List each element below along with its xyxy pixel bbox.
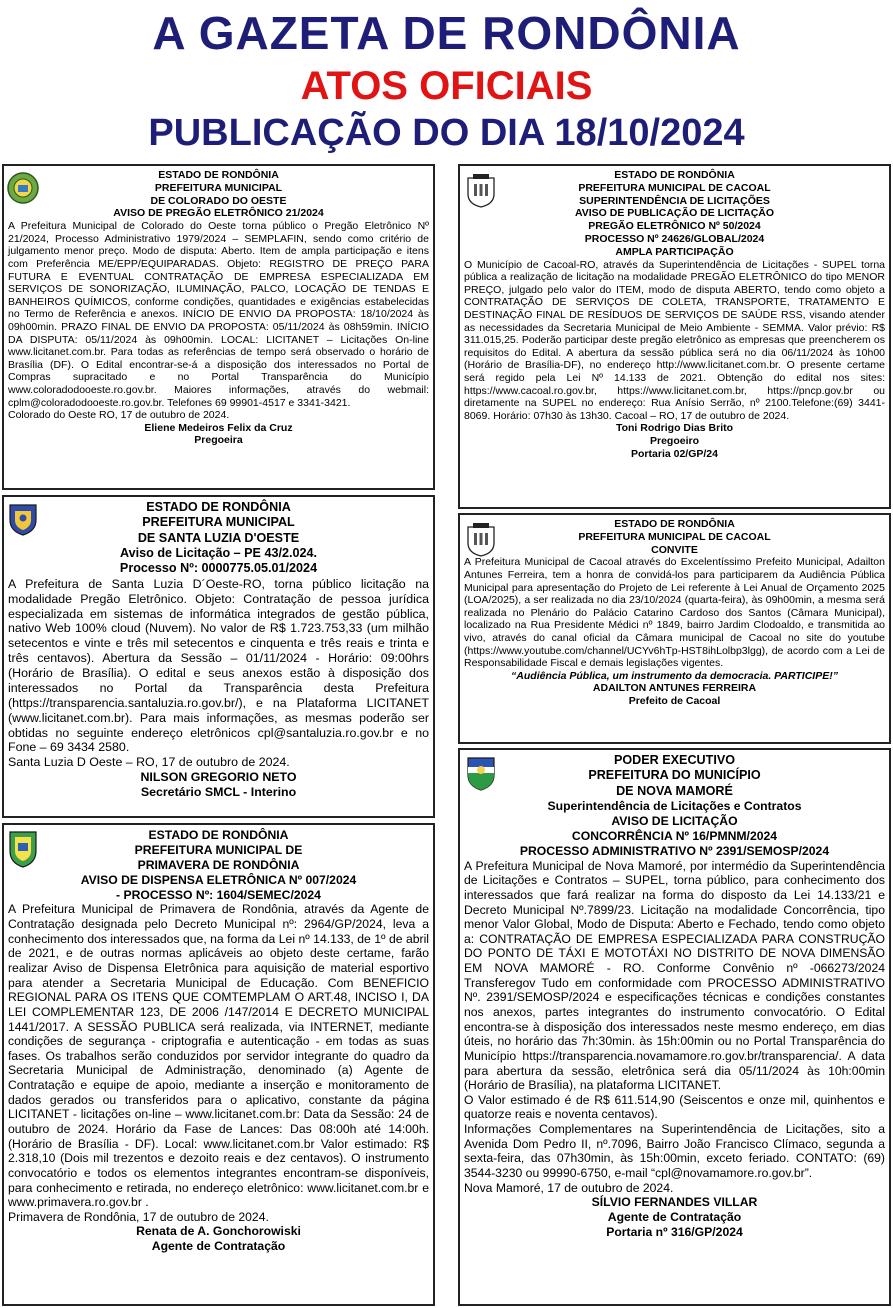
signer-ordinance: Portaria 02/GP/24 (631, 447, 718, 460)
notice-cacoal-convite (458, 513, 891, 744)
notice-nova-mamore (458, 748, 891, 1306)
signer-name: SÍLVIO FERNANDES VILLAR (591, 1195, 758, 1210)
signer-name: Eliene Medeiros Felix da Cruz (144, 421, 293, 434)
notice-heading: ESTADO DE RONDÔNIA PREFEITURA MUNICIPAL DE SANTA LUZIA D'OESTE Aviso de Licitação – PE 43/2.024. Processo Nº: 0000775.05.01/2024 (119, 500, 318, 576)
signer-role: Agente de Contratação (607, 1210, 742, 1225)
signer-role: Prefeito de Cacoal (628, 694, 721, 707)
notice-primavera-de-rondonia (2, 823, 435, 1306)
signer-role: Pregoeiro (649, 435, 699, 448)
masthead (0, 0, 893, 160)
signer-name: Renata de A. Gonchorowiski (136, 1224, 301, 1239)
signer-name: NILSON GREGORIO NETO (140, 770, 297, 785)
notice-estimated-value: O Valor estimado é de R$ 611.514,90 (Seiscentos e onze mil, quinhentos e quatorze reais e noventa centavos). (464, 1092, 885, 1122)
notice-body: A Prefeitura Municipal de Nova Mamoré, por intermédio da Superintendência de Licitações e Contratos – SUPEL, torna público, para conhecimento dos interessados que fará realizar na forma do disposto da Lei 14.133/21 e Decreto Municipal Nº.7899/23. Licitação na modalidade Concorrência, tipo menor Valor Global, Modo de Disputa: Aberto e Fechado, tendo como objeto a: CONTRATAÇÃO DE EMPRESA ESPECIALIZADA PARA CONSTRUÇÃO DO PONTO DE TÁXI E MOTOTÁXI NO DISTRITO DE NOVA DIMENSÃO EM NOVA MAMORÉ - RO. Conforme Convênio nº -066273/2024 Transferegov Tudo em conformidade com PROCESSO ADMINISTRATIVO Nº. 2391/SEMOSP/2024 e especificações técnicas e condições constantes nos anexos, partes integrantes do instrumento convocatório. O Edital encontra-se à disposição dos interessados neste mesmo endereço, em dias úteis, no horário das 7h:30min. às 15h:00min ou no Portal Transparência do Município https://transparencia.novamamore.ro.gov.br/transparencia/. A data para abertura da sessão, eletrônica será dia 05/11/2024 às 10h:00min (Horário de Brasília), na plataforma LICITANET. (464, 858, 885, 1093)
notice-heading: ESTADO DE RONDÔNIA PREFEITURA MUNICIPAL DE CACOAL SUPERINTENDÊNCIA DE LICITAÇÕES AVISO DE PUBLICAÇÃO DE LICITAÇÃO PREGÃO ELETRÔNICO Nº 50/2024 PROCESSO Nº 24626/GLOBAL/2024 AMPLA PARTICIPAÇÃO (574, 169, 775, 258)
signer-role: Pregoeira (194, 434, 243, 447)
notice-slogan: “Audiência Pública, um instrumento da democracia. PARTICIPE!” (511, 669, 838, 682)
signer-name: Toni Rodrigo Dias Brito (615, 422, 734, 435)
publication-date: PUBLICAÇÃO DO DIA 18/10/2024 (148, 112, 745, 154)
notice-santa-luzia (2, 495, 435, 818)
city-hall-icon (465, 521, 497, 557)
newspaper-title: A GAZETA DE RONDÔNIA (152, 7, 741, 59)
city-hall-icon (465, 172, 497, 208)
crest-icon (7, 829, 39, 869)
signer-role: Agente de Contratação (151, 1239, 286, 1254)
signer-ordinance: Portaria nº 316/GP/2024 (606, 1225, 743, 1240)
notice-body: A Prefeitura Municipal de Cacoal através do Excelentíssimo Prefeito Municipal, Adailton Antunes Ferreira, tem a honra de convidá-los para participarem da Audiência Pública Municipal para apresentação do Projeto de Lei referente à Lei Anual de Orçamento 2025 (LOA/2025), a ser realizada no dia 23/10/2024 (quarta-feira), às 09h00min, a mesma será realizada no Plenário do Palácio Catarino Cardoso dos Santos (Câmara Municipal), localizado na Rua Presidente Médici nº 1849, bairro Jardim Clodoaldo, e transmitida ao vivo, através do canal oficial da Câmara municipal de Cacoal no site do youtube (https://www.youtube.com/channel/UCYv6hTp-HST8ihLolbp3lgg), de acordo com a Lei de Responsabilidade Fiscal e demais legislações vigentes. (464, 556, 885, 670)
notice-body: A Prefeitura de Santa Luzia D´Oeste-RO, torna público licitação na modalidade Pregão Eletrônico. Objeto: Contratação de pessoa jurídica especializada em sistemas de informática integrados de gestão pública, nativo Web 100% cloud (Nuvem). No valor de R$ 1.723.753,33 (um milhão setecentos e vinte e três mil setecentos e cinquenta e três reais e trinta e três centavos). Abertura da Sessão – 01/11/2024 - Horário: 09:00hrs (Horário de Brasília). O edital e seus anexos estão à disposição dos interessados no Portal da Transparência desta Prefeitura (https://transparencia.santaluzia.ro.gov.br/), e na Plataforma LICITANET (www.licitanet.com.br). Para mais informações, as mesmas poderão ser obtidas no seguinte endereço eletrônicos cpl@santaluzia.ro.gov.br e no Fone – 69 3434 2580. (8, 576, 429, 755)
notice-place-date: Santa Luzia D Oeste – RO, 17 de outubro de 2024. (8, 755, 290, 770)
shield-icon (7, 502, 39, 536)
notice-subheading: Superintendência de Licitações e Contratos AVISO DE LICITAÇÃO CONCORRÊNCIA Nº 16/PMNM/2024 PROCESSO ADMINISTRATIVO Nº 2391/SEMOSP/2024 (519, 799, 830, 858)
signer-name: ADAILTON ANTUNES FERREIRA (592, 681, 757, 694)
notice-heading: ESTADO DE RONDÔNIA PREFEITURA MUNICIPAL DE CACOAL CONVITE (578, 518, 771, 556)
notice-contact-info: Informações Complementares na Superintendência de Licitações, sito a Avenida Dom Pedro II, nº.7096, Bairro João Francisco Clímaco, segunda a sexta-feira, das 07h30min, às 15h:00min, exceto feriado. CONTATO: (69) 3544-3230 ou 99990-6750, e-mail “cpl@novamamore.ro.gov.br”. (464, 1122, 885, 1181)
notice-place-date: Nova Mamoré, 17 de outubro de 2024. (464, 1180, 674, 1195)
notice-colorado-do-oeste (2, 164, 435, 490)
notice-body: O Município de Cacoal-RO, através da Superintendência de Licitações - SUPEL torna pública a realização de licitação na modalidade PREGÃO ELETRÔNICO do tipo MENOR PREÇO, julgado pelo valor do ITEM, modo de disputa ABERTO, tendo como objeto a CONTRATAÇÃO DE SERVIÇOS DE COLETA, TRANSPORTE, TRATAMENTO E DESTINAÇÃO FINAL DE RESÍDUOS DE SERVIÇOS DE SAÚDE RSS, visando atender as necessidades da Secretaria Municipal de Meio Ambiente - SEMMA. Valor prévio: R$ 311.015,25. Poderão participar deste pregão eletrônico as empresas que preencherem os requisitos do Edital. A abertura da sessão pública será no dia 06/11/2024 às 10h00 (Horário de Brasília-DF), no endereço http://www.licitanet.com.br. O presente certame será regido pela Lei Nº 14.133 de 2021. Obtenção do edital nos sites: https://www.cacoal.ro.gov.br, https://www.licitanet.com.br, https://pncp.gov.br ou diretamente na SUPEL no endereço: Rua Anísio Serrão, nº 2100.Telefone:(69) 3441-8069. Horário: 07h30 às 13h30. Cacoal – RO, 17 de outubro de 2024. (464, 258, 885, 422)
flag-crest-icon (465, 755, 497, 791)
notice-heading: ESTADO DE RONDÔNIA PREFEITURA MUNICIPAL DE COLORADO DO OESTE AVISO DE PREGÃO ELETRÔNICO 21/2024 (113, 169, 324, 220)
coat-of-arms-icon (7, 171, 39, 205)
notice-cacoal-licitacao (458, 164, 891, 509)
section-title: ATOS OFICIAIS (300, 64, 593, 108)
signer-role: Secretário SMCL - Interino (140, 785, 297, 800)
notice-heading: PODER EXECUTIVO PREFEITURA DO MUNICÍPIO DE NOVA MAMORÉ (588, 753, 761, 798)
notice-place-date: Primavera de Rondônia, 17 de outubro de 2024. (8, 1209, 269, 1224)
notice-body: A Prefeitura Municipal de Primavera de Rondônia, através da Agente de Contratação designada pelo Decreto Municipal nº: 2964/GP/2024, leva a conhecimento dos interessados que, na forma da Lei nº 14.133, de 1º de abril de 2021, e de outras normas aplicáveis ao objeto deste certame, farão realizar Aviso de Dispensa Eletrônica para aquisição de material esportivo para atender a Secretaria Municipal de Educação. Com BENEFICIO REGIONAL PARA OS ITENS QUE COMTEMPLAM O ART.48, INCISO I, DA LEI COMPLEMENTAR 123, DE 2006 /147/2014 E DECRETO MUNICIPAL 1441/2017. A SESSÃO PUBLICA será realizada, via INTERNET, mediante condições de segurança - criptografia e autenticação - em todas as suas fases. Os trabalhos serão conduzidos por servidor integrante do quadro da Secretaria Municipal de Administração, denominado (a) Agente de Contratação e equipe de apoio, mediante a inserção e monitoramento de dados gerados ou transferidos para o aplicativo, constante da página LICITANET - licitações on-line – www.licitanet.com.br: Data da Sessão: 24 de outubro de 2024. Horário da Fase de Lances: Das 08:00h até 14:00h. (Horário de Brasília - DF). Local: www.licitanet.com.br Valor estimado: R$ 2.318,10 (Dois mil trezentos e dezoito reais e dez centavos). O instrumento convocatório e todos os elementos integrantes encontram-se disponíveis, para conhecimento e retirada, no endereço eletrônico: www.licitanet.com.br e www.primavera.ro.gov.br . (8, 902, 429, 1210)
notice-heading: ESTADO DE RONDÔNIA PREFEITURA MUNICIPAL DE PRIMAVERA DE RONDÔNIA AVISO DE DISPENSA ELETRÔNICA Nº 007/2024 - PROCESSO Nº: 1604/SEMEC/2024 (80, 828, 357, 902)
notice-body: A Prefeitura Municipal de Colorado do Oeste torna público o Pregão Eletrônico Nº 21/2024, Processo Administrativo 1979/2024 – SEMPLAFIN, sendo como critério de julgamento menor preço. Modo de disputa: Aberto. Item de ampla participação e itens com Preferência ME/EPP/EQUIPARADAS. Objeto: REGISTRO DE PREÇO PARA FUTURA E EVENTUAL CONTRATAÇÃO DE EMPRESA ESPECIALIZADA EM SERVIÇOS DE SONORIZAÇÃO, ILUMINAÇÃO, PALCO, LOCAÇÃO DE TENDAS E BANHEIROS QUÍMICOS, conforme condições, quantidades e exigências estabelecidas no Termo de Referência e anexos. INÍCIO DE ENVIO DA PROPOSTA: 18/10/2024 às 09h00min. PRAZO FINAL DE ENVIO DA PROPOSTA: 05/11/2024 às 08h59min. INÍCIO DA DISPUTA: 05/11/2024 às 09h00min. LOCAL: LICITANET – Licitações On-line www.licitanet.com.br. Para todas as referências de tempo será observado o horário de Brasília (DF). O Edital encontrar-se-á a disposição dos interessados no Portal de Compras supracitado e no Portal Transparência do Município www.coloradodooeste.ro.gov.br. Maiores informações, através do webmail: cplm@coloradodooeste.ro.gov.br. Telefones 69 99901-4517 e 3341-3421. (8, 220, 429, 409)
notice-place-date: Colorado do Oeste RO, 17 de outubro de 2024. (8, 409, 230, 422)
